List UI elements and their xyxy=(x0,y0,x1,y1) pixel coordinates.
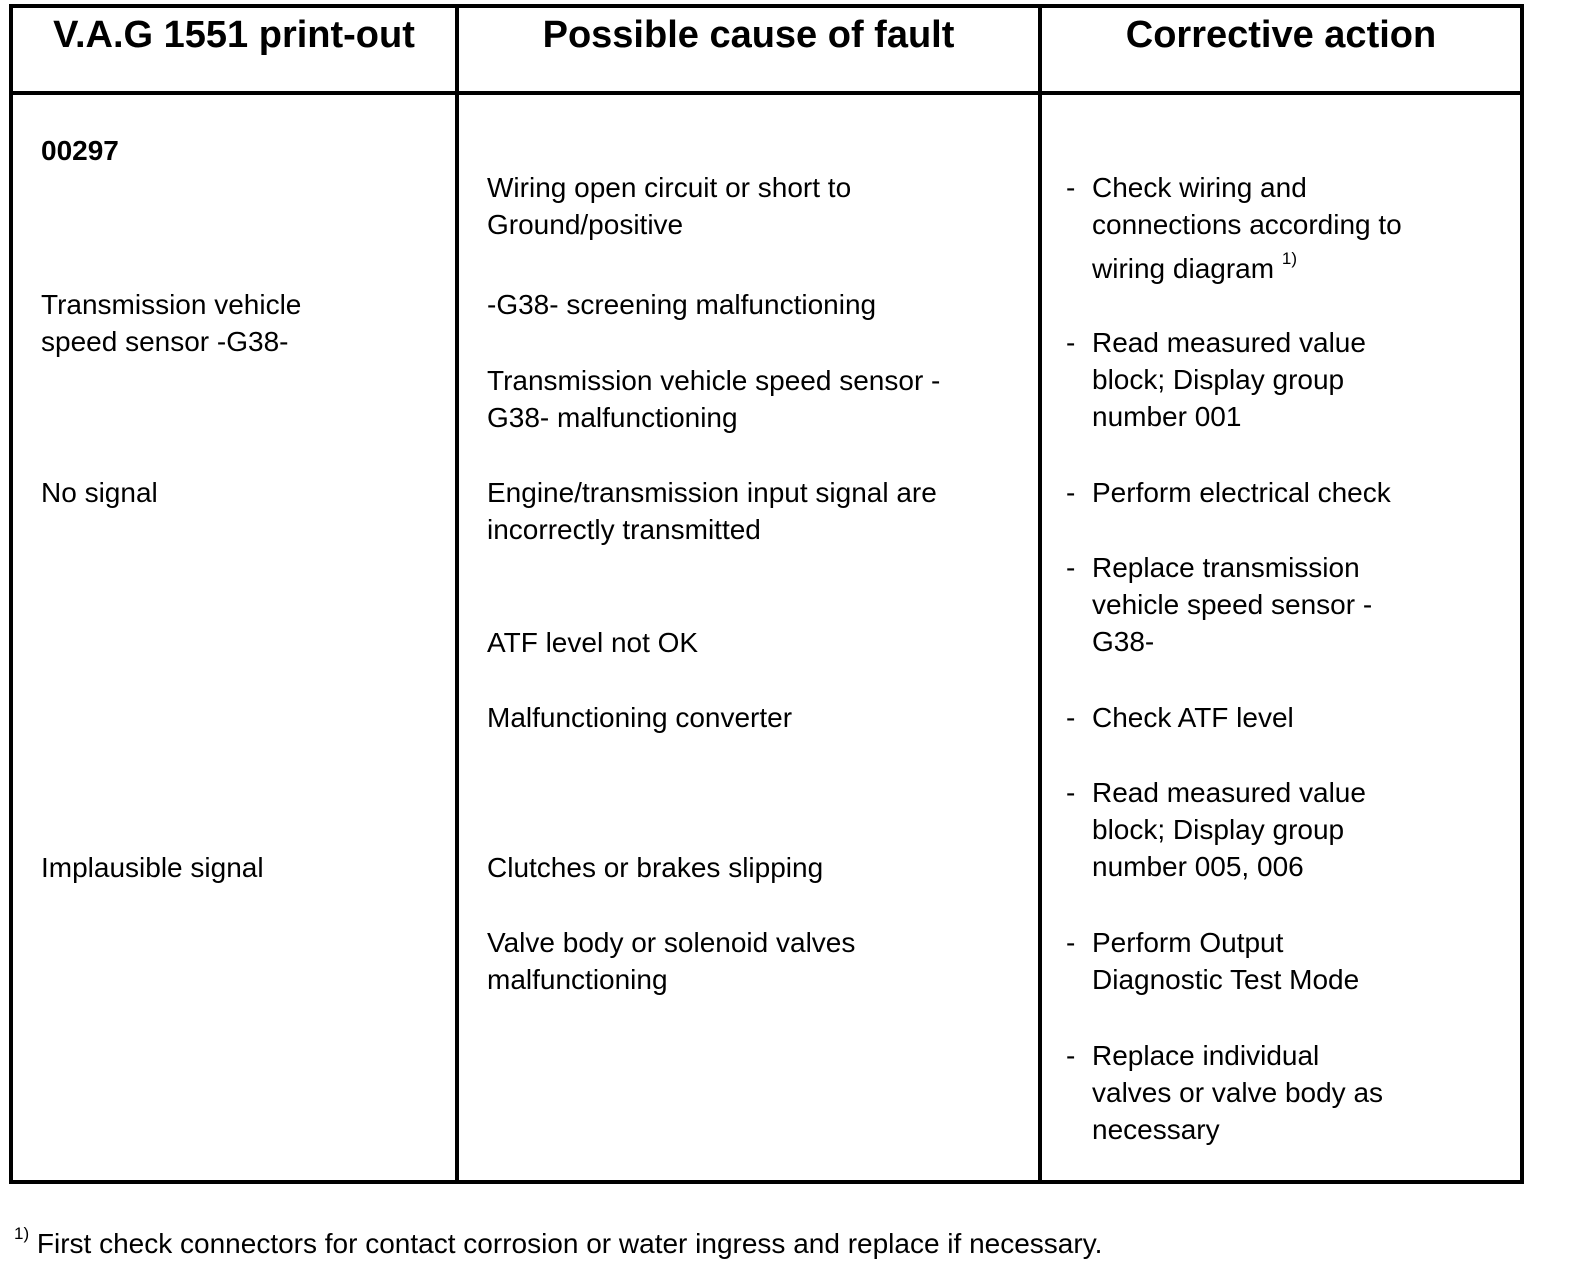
footnote-marker: 1) xyxy=(14,1224,30,1243)
fault-table: V.A.G 1551 print-out Possible cause of fault Corrective action 00297 Transmission vehicle speed sensor -G38- No signal Implausible signal Wiring open circuit or short to Ground/positive -G38- screening malfunctioning Transmission vehicle speed sensor - G38- malfunctioning Engine/transmission input signal are incorrectly transmitted ATF level not OK Malfunctioning converter Clutches or brakes slipping Valve body or solenoid valves malfunctioning - Check wiring and connections according to wiring diagram $^{1)}$ - Read measured value block; Display group number 001 - Perform electrical check - Replace transmission vehicle speed sensor - G38- - Check ATF level - Read measured value block; Display group number 005, 006 - Perform Output Diagnostic Test Mode - Replace individual valves or valve body as necessary xyxy=(9,4,1524,1184)
fault-code: 00297 xyxy=(41,135,119,166)
column-divider xyxy=(455,8,459,1180)
cause-item: Malfunctioning converter xyxy=(487,702,793,733)
cause-item: ATF level not OK xyxy=(487,627,699,658)
cause-item: -G38- screening malfunctioning xyxy=(487,289,877,320)
header-cause: Possible cause of fault xyxy=(542,14,955,56)
footnote-text: First check connectors for contact corrosion or water ingress and replace if necessary. xyxy=(36,1228,1103,1259)
header-action: Corrective action xyxy=(1125,14,1437,56)
fault-type-implausible: Implausible signal xyxy=(41,852,264,883)
footnote xyxy=(14,1224,1103,1260)
header-printout: V.A.G 1551 print-out xyxy=(53,14,415,56)
column-divider xyxy=(1038,8,1042,1180)
footnote-ref: 1) xyxy=(1281,249,1297,268)
cause-item: Transmission vehicle speed sensor - G38- malfunctioning xyxy=(487,365,941,433)
cause-item: Clutches or brakes slipping xyxy=(487,852,824,883)
fault-type-no-signal: No signal xyxy=(41,477,158,508)
header-divider xyxy=(13,91,1520,95)
cause-item: Engine/transmission input signal are incorrectly transmitted xyxy=(487,477,937,545)
component-name: Transmission vehicle speed sensor -G38- xyxy=(41,289,302,357)
cause-item: Wiring open circuit or short to Ground/positive xyxy=(487,172,852,240)
cause-item: Valve body or solenoid valves malfunctioning xyxy=(487,927,856,995)
